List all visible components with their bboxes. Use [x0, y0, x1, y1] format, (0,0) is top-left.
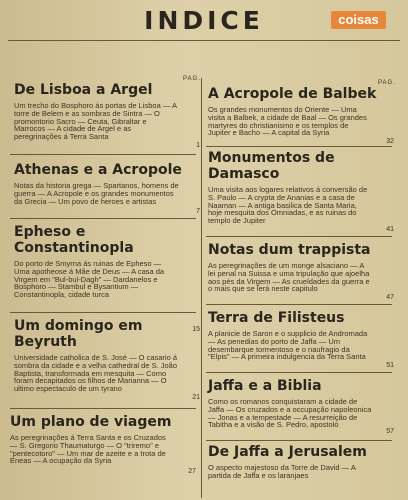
toc-entry [208, 86, 394, 145]
entry-page-number: 7 [196, 208, 200, 215]
entry-heading: A Acropole de Balbek [208, 86, 377, 102]
entry-summary: Universidade catholica de S. José — O casario á sombra da cidade e a velha cathedral de S. João Baptista, transformada em mesquita — Como foram decapitados os filhos de Marianna — O ultimo espectaculo de um tyrano [14, 353, 178, 394]
entry-separator [10, 312, 196, 313]
toc-entry [14, 224, 200, 333]
entry-separator [10, 408, 196, 409]
toc-entry [208, 444, 394, 480]
entry-page-number: 1 [196, 142, 200, 149]
entry-heading: Um domingo em Beyruth [14, 318, 143, 350]
entry-summary: Um trecho do Bosphoro ás portas de Lisboa — A torre de Belem e as sombras de Sintra — O promontorio Sacro — Ceuta, Gibraltar e Marrocos — A cidade de Argel e as peregrinações á Terra Santa [14, 101, 177, 142]
entry-separator [206, 146, 392, 147]
entry-summary: Como os romanos conquistaram a cidade de Jaffa — Os cruzados e a occupação napoleonica — Jonas e a tempestade — A resurreição de Tabitha e a visão de S. Pedro, apostolo [208, 397, 372, 430]
entry-heading: Athenas e a Acropole [14, 162, 182, 178]
toc-entry [208, 310, 394, 369]
entry-heading: Monumentos de Damasco [208, 150, 335, 182]
entry-separator [10, 154, 196, 155]
toc-entry [208, 242, 394, 301]
entry-separator [206, 236, 392, 237]
entry-summary: Do porto de Smyrna ás ruinas de Epheso — Uma apotheose á Mãe de Deus — A casa da Virgem em "Bul-bul-Dagh" — Dardanelos e Bosphoro — Stambul e Bysantium — Constantinopla, cidade turca [14, 259, 165, 300]
toc-entry [208, 378, 394, 435]
watermark-logo: coisas [331, 11, 386, 29]
entry-separator [10, 218, 196, 219]
entry-page-number: 15 [192, 326, 200, 333]
entry-separator [206, 304, 392, 305]
page-title: INDICE [144, 6, 264, 35]
entry-heading: Terra de Filisteus [208, 310, 345, 326]
entry-separator [206, 372, 392, 373]
pag-label-right: PAG. [378, 80, 396, 86]
toc-entry [14, 162, 200, 215]
entry-page-number: 41 [386, 226, 394, 233]
toc-entry [14, 318, 200, 401]
entry-summary: Os grandes monumentos do Oriente — Uma visita a Balbek, a cidade de Baal — Os grandes martyres do christianismo e os templos de Jupiter e Bacho — A capital da Syria [208, 105, 367, 138]
entry-page-number: 51 [386, 362, 394, 369]
entry-heading: De Lisboa a Argel [14, 82, 153, 98]
entry-page-number: 32 [386, 138, 394, 145]
pag-label-left: PAG. [183, 76, 201, 82]
entry-heading: Jaffa e a Biblia [208, 378, 322, 394]
entry-summary: As peregrinações á Terra Santa e os Cruzados — S. Gregorio Thaumaturgo — O "triremo" e "pentecotoro" — Um mar de azeite e a trota de Eneas — A ocupação da Syria [10, 433, 166, 466]
entry-heading: Notas dum trappista [208, 242, 371, 258]
entry-heading: De Jaffa a Jerusalem [208, 444, 367, 460]
entry-summary: Notas da historia grega — Spartanos, homens de guerra — A Acropole e os grandes monumentos da Grecia — Um povo de heroes e artistas [14, 181, 179, 206]
entry-page-number: 47 [386, 294, 394, 301]
entry-summary: As peregrinações de um monge alsaciano — A lei penal na Suissa e uma tripulação que ajoelha aos pés da Virgem — As crueldades da guerra e o mais que se lerá neste capitulo [208, 261, 370, 294]
toc-entry [208, 150, 394, 233]
column-divider [201, 78, 202, 498]
entry-summary: A planicie de Saron e o supplicio de Andromada — As penedias do porto de Jaffa — Um desembarque tormentoso e o naufragio da "Elpis" — A primeira indulgencia da Terra Santa [208, 329, 368, 362]
entry-page-number: 21 [192, 394, 200, 401]
toc-entry [14, 82, 200, 149]
entry-page-number: 27 [188, 468, 196, 475]
toc-entry [10, 414, 196, 475]
entry-page-number: 57 [386, 428, 394, 435]
entry-summary: O aspecto majestoso da Torre de David — A partida de Jaffa e os laranjaes [208, 463, 356, 480]
entry-heading: Um plano de viagem [10, 414, 172, 430]
entry-summary: Uma visita aos logares relativos á conversão de S. Paulo — A crypta de Ananias e a casa de Naaman — A antiga basilica de Santa Maria, hoje mesquita dos Omniadas, e as ruinas do templo de Jupiter [208, 185, 368, 226]
entry-heading: Epheso e Constantinopla [14, 224, 134, 256]
top-rule [8, 40, 400, 41]
entry-separator [206, 440, 392, 441]
